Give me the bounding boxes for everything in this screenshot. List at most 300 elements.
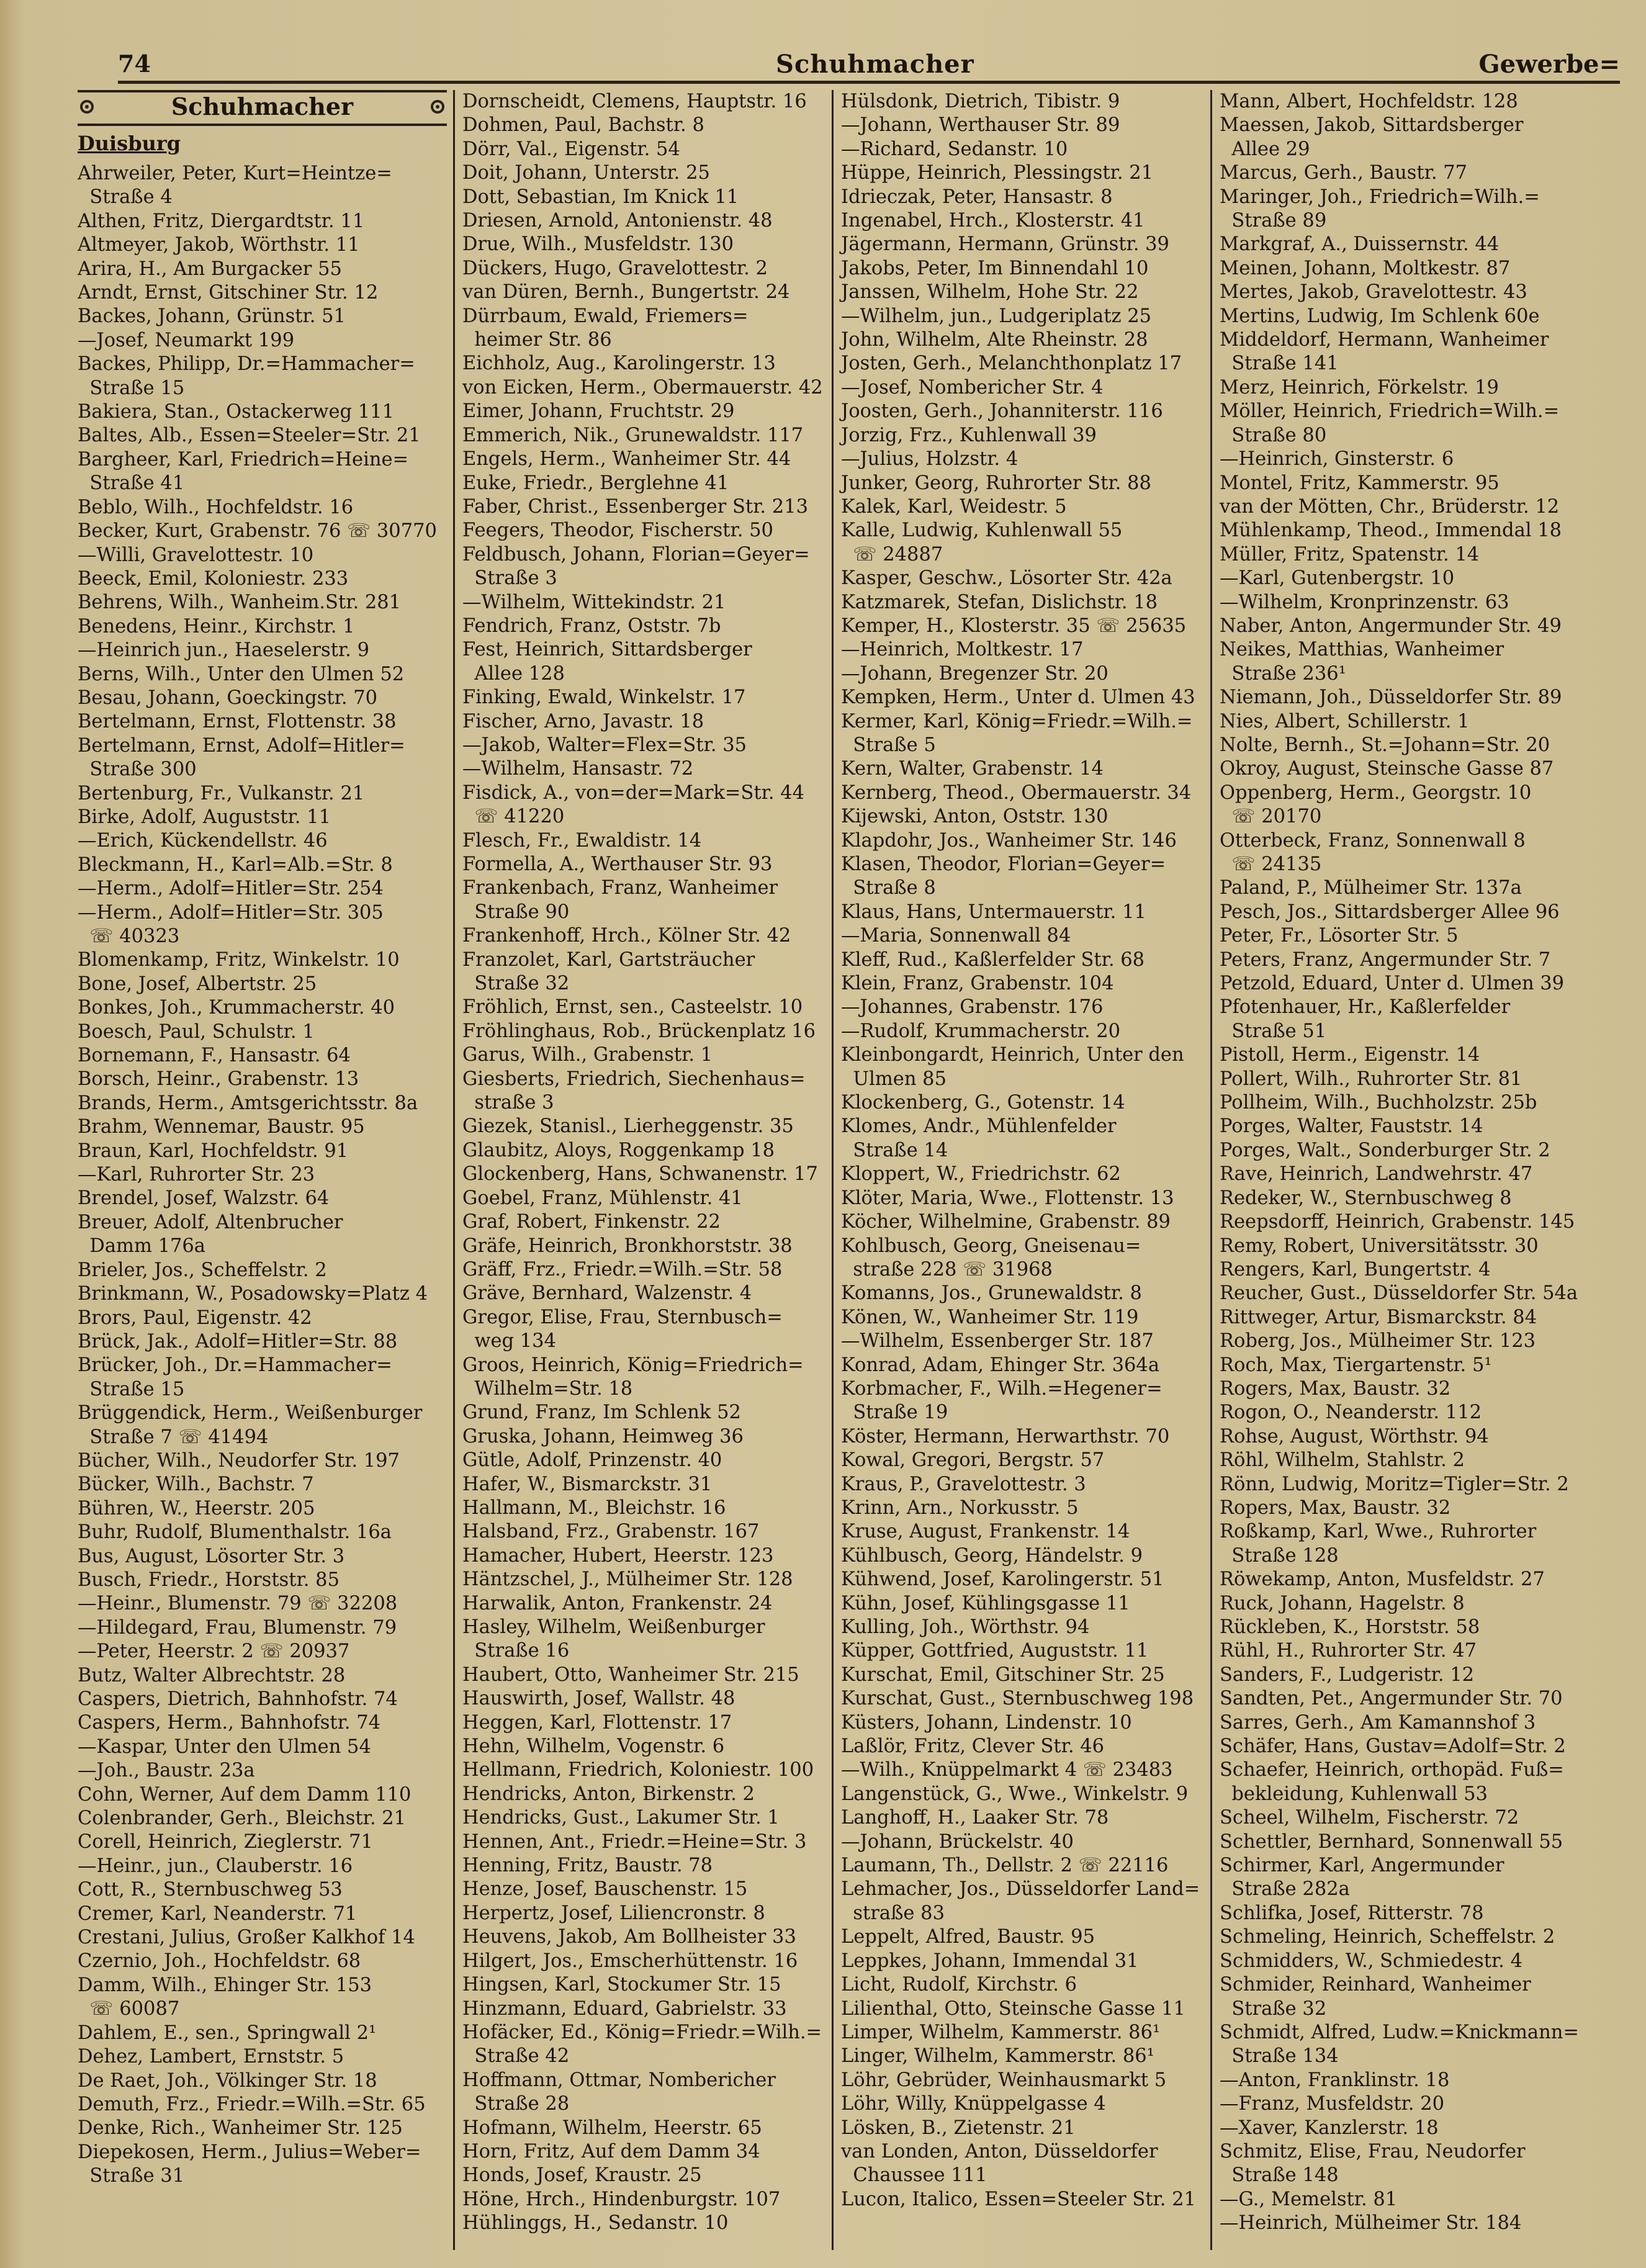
directory-entry: Kohlbusch, Georg, Gneisenau= — [841, 1235, 1141, 1257]
directory-entry: —Maria, Sonnenwall 84 — [841, 925, 1071, 947]
directory-entry: Driesen, Arnold, Antonienstr. 48 — [462, 210, 773, 232]
directory-entry: Caspers, Dietrich, Bahnhofstr. 74 — [78, 1688, 398, 1710]
directory-entry: —Karl, Ruhrorter Str. 23 — [78, 1164, 315, 1186]
directory-entry: Korbmacher, F., Wilh.=Hegener= — [841, 1377, 1163, 1400]
directory-entry: Pfotenhauer, Hr., Kaßlerfelder — [1220, 996, 1511, 1019]
directory-entry: Gruska, Johann, Heimweg 36 — [462, 1425, 744, 1447]
directory-entry: Czernio, Joh., Hochfeldstr. 68 — [78, 1950, 361, 1973]
directory-entry: Grund, Franz, Im Schlenk 52 — [462, 1402, 741, 1424]
directory-entry: Kalle, Ludwig, Kuhlenwall 55 — [841, 520, 1123, 542]
directory-entry: Straße 4 — [78, 186, 173, 209]
directory-entry: —Hildegard, Frau, Blumenstr. 79 — [78, 1616, 397, 1639]
directory-entry: Hülsdonk, Dietrich, Tibistr. 9 — [841, 91, 1120, 112]
directory-entry: Althen, Fritz, Diergardtstr. 11 — [78, 210, 365, 232]
directory-entry: —Johannes, Grabenstr. 176 — [841, 996, 1104, 1019]
directory-entry: Brors, Paul, Eigenstr. 42 — [78, 1307, 312, 1329]
directory-entry: —Johann, Werthauser Str. 89 — [841, 114, 1120, 137]
directory-entry: Cott, R., Sternbuschweg 53 — [78, 1879, 343, 1901]
directory-entry: —Erich, Kückendellstr. 46 — [78, 830, 328, 852]
directory-entry: Hofmann, Wilhelm, Heerstr. 65 — [462, 2117, 762, 2139]
directory-entry: Hennen, Ant., Friedr.=Heine=Str. 3 — [462, 1830, 807, 1853]
directory-entry: Langenstück, G., Wwe., Winkelstr. 9 — [841, 1783, 1189, 1805]
directory-entry: —Herm., Adolf=Hitler=Str. 254 — [78, 878, 384, 900]
directory-entry: Straße 8 — [841, 877, 936, 899]
directory-entry: Schlifka, Josef, Ritterstr. 78 — [1220, 1902, 1484, 1924]
directory-entry: Heuvens, Jakob, Am Bollheister 33 — [462, 1926, 796, 1948]
directory-entry: —Peter, Heerstr. 2 ☏ 20937 — [78, 1640, 350, 1663]
directory-entry: Röhl, Wilhelm, Stahlstr. 2 — [1220, 1449, 1465, 1472]
directory-entry: weg 134 — [462, 1330, 556, 1352]
directory-entry: Lucon, Italico, Essen=Steeler Str. 21 — [841, 2188, 1196, 2210]
directory-entry: Fisdick, A., von=der=Mark=Str. 44 — [462, 781, 805, 804]
directory-entry: Garus, Wilh., Grabenstr. 1 — [462, 1044, 713, 1066]
directory-entry: —Heinrich, Mülheimer Str. 184 — [1220, 2212, 1522, 2234]
directory-entry: Ruck, Johann, Hagelstr. 8 — [1220, 1592, 1465, 1614]
directory-entry: Fest, Heinrich, Sittardsberger — [462, 639, 752, 661]
page-number: 74 — [118, 50, 151, 78]
directory-entry: Küsters, Johann, Lindenstr. 10 — [841, 1711, 1132, 1734]
directory-entry: Straße 51 — [1220, 1020, 1327, 1042]
directory-entry: ☏ 60087 — [78, 1998, 180, 2020]
directory-entry: Straße 90 — [462, 901, 570, 923]
directory-entry: Markgraf, A., Duissernstr. 44 — [1220, 233, 1500, 256]
directory-entry: Dückers, Hugo, Gravelottestr. 2 — [462, 257, 768, 279]
directory-entry: —G., Memelstr. 81 — [1220, 2188, 1398, 2210]
directory-entry: straße 228 ☏ 31968 — [841, 1258, 1053, 1280]
directory-entry: Straße 80 — [1220, 424, 1327, 446]
directory-entry: —Wilhelm, Wittekindstr. 21 — [462, 591, 726, 613]
directory-entry: Müller, Fritz, Spatenstr. 14 — [1220, 543, 1480, 565]
directory-entry: Straße 282a — [1220, 1878, 1350, 1901]
directory-entry: van Düren, Bernh., Bungertstr. 24 — [462, 281, 790, 304]
directory-entry: Straße 236¹ — [1220, 662, 1346, 685]
directory-entry: —Xaver, Kanzlerstr. 18 — [1220, 2117, 1439, 2139]
directory-entry: Straße 148 — [1220, 2164, 1339, 2187]
directory-entry: Haubert, Otto, Wanheimer Str. 215 — [462, 1663, 799, 1686]
directory-entry: Braun, Karl, Hochfeldstr. 91 — [78, 1140, 349, 1162]
directory-entry: bekleidung, Kuhlenwall 53 — [1220, 1783, 1488, 1805]
directory-entry: Denke, Rich., Wanheimer Str. 125 — [78, 2117, 403, 2140]
directory-entry: Borsch, Heinr., Grabenstr. 13 — [78, 1068, 359, 1091]
directory-entry: Flesch, Fr., Ewaldistr. 14 — [462, 829, 702, 852]
directory-entry: Allee 128 — [462, 662, 565, 685]
directory-entry: Straße 128 — [1220, 1544, 1339, 1567]
directory-entry: Doit, Johann, Unterstr. 25 — [462, 162, 710, 184]
directory-entry: Cohn, Werner, Auf dem Damm 110 — [78, 1783, 412, 1806]
directory-entry: Kruse, August, Frankenstr. 14 — [841, 1521, 1130, 1543]
directory-entry: —Josef, Nombericher Str. 4 — [841, 376, 1104, 398]
directory-entry: Glaubitz, Aloys, Roggenkamp 18 — [462, 1139, 775, 1161]
directory-entry: Ropers, Max, Baustr. 32 — [1220, 1496, 1451, 1519]
directory-entry: Straße 141 — [1220, 353, 1339, 375]
directory-entry: Kulling, Joh., Wörthstr. 94 — [841, 1616, 1090, 1638]
column-1 — [78, 90, 447, 2250]
directory-entry: Klapdohr, Jos., Wanheimer Str. 146 — [841, 829, 1177, 852]
directory-entry: Straße 41 — [78, 472, 185, 495]
directory-entry: —Joh., Baustr. 23a — [78, 1760, 255, 1782]
directory-entry: Mühlenkamp, Theod., Immendal 18 — [1220, 520, 1562, 542]
directory-entry: —Heinr., Blumenstr. 79 ☏ 32208 — [78, 1593, 398, 1615]
directory-entry: —Johann, Brückelstr. 40 — [841, 1830, 1074, 1853]
directory-entry: Giezek, Stanisl., Lierheggenstr. 35 — [462, 1115, 794, 1138]
directory-entry: Pistoll, Herm., Eigenstr. 14 — [1220, 1044, 1480, 1066]
directory-entry: Kermer, Karl, König=Friedr.=Wilh.= — [841, 710, 1193, 732]
directory-entry: Idrieczak, Peter, Hansastr. 8 — [841, 186, 1113, 208]
directory-entry: van der Mötten, Chr., Brüderstr. 12 — [1220, 495, 1560, 518]
directory-entry: —Heinr., jun., Clauberstr. 16 — [78, 1855, 353, 1877]
directory-entry: Straße 15 — [78, 1378, 185, 1400]
directory-entry: —Wilhelm, jun., Ludgeriplatz 25 — [841, 305, 1152, 327]
directory-entry: Bone, Josef, Albertstr. 25 — [78, 973, 317, 995]
directory-entry: Corell, Heinrich, Zieglerstr. 71 — [78, 1831, 373, 1853]
directory-entry: Leppkes, Johann, Immendal 31 — [841, 1950, 1139, 1972]
directory-entry: Hendricks, Gust., Lakumer Str. 1 — [462, 1807, 780, 1829]
directory-entry: Jakobs, Peter, Im Binnendahl 10 — [841, 257, 1149, 279]
directory-entry: Porges, Walt., Sonderburger Str. 2 — [1220, 1139, 1550, 1161]
directory-entry: Frankenbach, Franz, Wanheimer — [462, 877, 778, 899]
directory-entry: Marcus, Gerh., Baustr. 77 — [1220, 162, 1468, 184]
directory-entry: Becker, Kurt, Grabenstr. 76 ☏ 30770 — [78, 520, 437, 542]
directory-entry: Gräff, Frz., Friedr.=Wilh.=Str. 58 — [462, 1258, 783, 1280]
directory-entry: Feldbusch, Johann, Florian=Geyer= — [462, 543, 810, 565]
directory-entry: Schaefer, Heinrich, orthopäd. Fuß= — [1220, 1759, 1564, 1781]
directory-entry: Merz, Heinrich, Förkelstr. 19 — [1220, 376, 1499, 398]
directory-entry: —Wilh., Knüppelmarkt 4 ☏ 23483 — [841, 1759, 1173, 1781]
directory-entry: Berns, Wilh., Unter den Ulmen 52 — [78, 663, 405, 685]
directory-entry: Gütle, Adolf, Prinzenstr. 40 — [462, 1449, 722, 1472]
directory-entry: Peters, Franz, Angermunder Str. 7 — [1220, 948, 1551, 971]
directory-entry: Kempken, Herm., Unter d. Ulmen 43 — [841, 686, 1195, 709]
directory-entry: —Anton, Franklinstr. 18 — [1220, 2069, 1450, 2091]
directory-entry: Franzolet, Karl, Gartsträucher — [462, 948, 755, 971]
directory-entry: Hingsen, Karl, Stockumer Str. 15 — [462, 1974, 781, 1996]
directory-entry: Schmitz, Elise, Frau, Neudorfer — [1220, 2140, 1526, 2162]
directory-entry: Nies, Albert, Schillerstr. 1 — [1220, 710, 1470, 732]
directory-entry: Gräfe, Heinrich, Bronkhorststr. 38 — [462, 1235, 793, 1257]
directory-entry: Limper, Wilhelm, Kammerstr. 86¹ — [841, 2021, 1161, 2043]
directory-entry: Rittweger, Artur, Bismarckstr. 84 — [1220, 1306, 1537, 1328]
directory-entry: Straße 16 — [462, 1640, 570, 1662]
directory-entry: Kern, Walter, Grabenstr. 14 — [841, 758, 1104, 780]
directory-entry: ☏ 24887 — [841, 543, 943, 565]
directory-entry: Straße 300 — [78, 758, 197, 781]
directory-entry: Engels, Herm., Wanheimer Str. 44 — [462, 448, 791, 470]
directory-entry: Feegers, Theodor, Fischerstr. 50 — [462, 520, 773, 542]
directory-entry: —Rudolf, Krummacherstr. 20 — [841, 1020, 1121, 1042]
directory-entry: Faber, Christ., Essenberger Str. 213 — [462, 495, 809, 518]
directory-entry: Höne, Hrch., Hindenburgstr. 107 — [462, 2188, 781, 2210]
directory-entry: Peter, Fr., Lösorter Str. 5 — [1220, 925, 1459, 947]
directory-entry: Köster, Hermann, Herwarthstr. 70 — [841, 1425, 1170, 1447]
directory-entry: Linger, Wilhelm, Kammerstr. 86¹ — [841, 2045, 1154, 2068]
directory-entry: Fröhlinghaus, Rob., Brückenplatz 16 — [462, 1020, 816, 1042]
directory-entry: Beeck, Emil, Koloniestr. 233 — [78, 567, 349, 590]
directory-entry: Roberg, Jos., Mülheimer Str. 123 — [1220, 1330, 1536, 1352]
directory-entry: Komanns, Jos., Grunewaldstr. 8 — [841, 1282, 1142, 1305]
directory-entry: Bücher, Wilh., Neudorfer Str. 197 — [78, 1449, 400, 1472]
directory-entry: Hinzmann, Eduard, Gabrielstr. 33 — [462, 1997, 787, 2020]
directory-entry: Brinkmann, W., Posadowsky=Platz 4 — [78, 1283, 428, 1305]
directory-entry: Gregor, Elise, Frau, Sternbusch= — [462, 1306, 783, 1328]
entry-list — [462, 90, 835, 2236]
directory-entry: Bonkes, Joh., Krummacherstr. 40 — [78, 997, 395, 1019]
directory-entry: Herpertz, Josef, Liliencronstr. 8 — [462, 1902, 765, 1924]
directory-entry: Junker, Georg, Ruhrorter Str. 88 — [841, 472, 1151, 494]
directory-entry: Buhr, Rudolf, Blumenthalstr. 16a — [78, 1521, 392, 1544]
directory-entry: Hellmann, Friedrich, Koloniestr. 100 — [462, 1759, 814, 1781]
directory-entry: —Karl, Gutenbergstr. 10 — [1220, 567, 1455, 590]
directory-entry: —Richard, Sedanstr. 10 — [841, 138, 1068, 160]
directory-entry: Otterbeck, Franz, Sonnenwall 8 — [1220, 829, 1526, 852]
directory-entry: —Kaspar, Unter den Ulmen 54 — [78, 1735, 371, 1758]
directory-entry: Kowal, Gregori, Bergstr. 57 — [841, 1449, 1105, 1472]
directory-entry: Chaussee 111 — [841, 2164, 987, 2187]
directory-entry: Henze, Josef, Bauschenstr. 15 — [462, 1878, 748, 1901]
directory-entry: Straße 32 — [462, 973, 570, 995]
directory-entry: —Johann, Bregenzer Str. 20 — [841, 662, 1109, 685]
directory-entry: Lilienthal, Otto, Steinsche Gasse 11 — [841, 1997, 1185, 2020]
directory-entry: Klockenberg, G., Gotenstr. 14 — [841, 1092, 1125, 1114]
directory-entry: Porges, Walter, Fauststr. 14 — [1220, 1115, 1483, 1138]
directory-entry: —Jakob, Walter=Flex=Str. 35 — [462, 734, 747, 756]
directory-entry: Bornemann, F., Hansastr. 64 — [78, 1045, 351, 1067]
directory-entry: Joosten, Gerh., Johanniterstr. 116 — [841, 400, 1163, 423]
directory-entry: Brüggendick, Herm., Weißenburger — [78, 1402, 423, 1424]
directory-entry: Backes, Johann, Grünstr. 51 — [78, 305, 346, 328]
directory-entry: Krinn, Arn., Norkusstr. 5 — [841, 1496, 1079, 1519]
directory-entry: Fischer, Arno, Javastr. 18 — [462, 710, 704, 732]
directory-entry: ☏ 24135 — [1220, 853, 1322, 875]
directory-entry: Neikes, Matthias, Wanheimer — [1220, 639, 1504, 661]
directory-entry: De Raet, Joh., Völkinger Str. 18 — [78, 2069, 377, 2092]
directory-entry: Eichholz, Aug., Karolingerstr. 13 — [462, 353, 776, 375]
directory-entry: Kasper, Geschw., Lösorter Str. 42a — [841, 567, 1172, 590]
directory-entry: Crestani, Julius, Großer Kalkhof 14 — [78, 1927, 415, 1949]
directory-entry: Henning, Fritz, Baustr. 78 — [462, 1855, 713, 1877]
directory-entry: Bühren, W., Heerstr. 205 — [78, 1497, 315, 1519]
directory-entry: Reepsdorff, Heinrich, Grabenstr. 145 — [1220, 1211, 1575, 1233]
section-title: Schuhmacher — [171, 92, 354, 120]
directory-entry: Damm 176a — [78, 1235, 205, 1258]
directory-entry: Benedens, Heinr., Kirchstr. 1 — [78, 615, 355, 637]
directory-entry: —Herm., Adolf=Hitler=Str. 305 — [78, 901, 384, 924]
directory-entry: Fröhlich, Ernst, sen., Casteelstr. 10 — [462, 996, 803, 1019]
directory-entry: Roch, Max, Tiergartenstr. 5¹ — [1220, 1354, 1492, 1376]
entry-list — [841, 90, 1213, 2212]
directory-entry: Klöter, Maria, Wwe., Flottenstr. 13 — [841, 1187, 1174, 1209]
directory-entry: Hüppe, Heinrich, Plessingstr. 21 — [841, 162, 1154, 184]
directory-entry: Jägermann, Hermann, Grünstr. 39 — [841, 233, 1169, 256]
directory-entry: Bertelmann, Ernst, Flottenstr. 38 — [78, 711, 397, 733]
directory-entry: Ahrweiler, Peter, Kurt=Heintze= — [78, 163, 392, 184]
directory-entry: Häntzschel, J., Mülheimer Str. 128 — [462, 1568, 793, 1591]
directory-entry: Butz, Walter Albrechtstr. 28 — [78, 1664, 346, 1686]
page-header — [118, 50, 1620, 84]
directory-entry: Hehn, Wilhelm, Vogenstr. 6 — [462, 1735, 725, 1758]
directory-entry: Colenbrander, Gerh., Bleichstr. 21 — [78, 1807, 407, 1830]
directory-entry: Birke, Adolf, Auguststr. 11 — [78, 806, 331, 828]
directory-entry: —Wilhelm, Kronprinzenstr. 63 — [1220, 591, 1509, 613]
city-heading: Duisburg — [78, 132, 181, 155]
directory-entry: —Heinrich, Ginsterstr. 6 — [1220, 448, 1454, 470]
directory-entry: Kleff, Rud., Kaßlerfelder Str. 68 — [841, 948, 1145, 971]
directory-entry: ☏ 40323 — [78, 925, 180, 947]
directory-entry: Rave, Heinrich, Landwehrstr. 47 — [1220, 1163, 1533, 1186]
directory-entry: Hamacher, Hubert, Heerstr. 123 — [462, 1544, 774, 1567]
running-section: Gewerbe= — [1478, 50, 1620, 79]
directory-entry: Maringer, Joh., Friedrich=Wilh.= — [1220, 186, 1540, 208]
directory-entry: Köcher, Wilhelmine, Grabenstr. 89 — [841, 1211, 1171, 1233]
column-3 — [832, 90, 1213, 2250]
directory-entry: Brücker, Joh., Dr.=Hammacher= — [78, 1354, 392, 1377]
directory-entry: Hauswirth, Josef, Wallstr. 48 — [462, 1688, 735, 1710]
directory-entry: Wilhelm=Str. 18 — [462, 1377, 633, 1400]
directory-entry: Frankenhoff, Hrch., Kölner Str. 42 — [462, 925, 791, 947]
directory-entry: Brands, Herm., Amtsgerichtsstr. 8a — [78, 1092, 418, 1114]
directory-entry: Behrens, Wilh., Wanheim.Str. 281 — [78, 592, 402, 614]
directory-entry: Rohse, August, Wörthstr. 94 — [1220, 1425, 1489, 1447]
directory-entry: Besau, Johann, Goeckingstr. 70 — [78, 686, 378, 709]
directory-entry: Pesch, Jos., Sittardsberger Allee 96 — [1220, 901, 1560, 923]
directory-entry: Straße 7 ☏ 41494 — [78, 1426, 269, 1448]
directory-entry: Hofäcker, Ed., König=Friedr.=Wilh.= — [462, 2021, 822, 2043]
directory-entry: Caspers, Herm., Bahnhofstr. 74 — [78, 1712, 381, 1734]
directory-entry: Röwekamp, Anton, Musfeldstr. 27 — [1220, 1568, 1545, 1591]
directory-entry: Niemann, Joh., Düsseldorfer Str. 89 — [1220, 686, 1562, 709]
directory-entry: Montel, Fritz, Kammerstr. 95 — [1220, 472, 1500, 494]
directory-entry: straße 83 — [841, 1902, 945, 1924]
directory-entry: Straße 28 — [462, 2093, 570, 2115]
directory-entry: Straße 19 — [841, 1402, 948, 1424]
directory-entry: Oppenberg, Herm., Georgstr. 10 — [1220, 781, 1532, 804]
directory-entry: Groos, Heinrich, König=Friedrich= — [462, 1354, 804, 1376]
directory-entry: —Wilhelm, Hansastr. 72 — [462, 758, 694, 780]
directory-entry: Pollheim, Wilh., Buchholzstr. 25b — [1220, 1092, 1537, 1114]
directory-entry: Straße 15 — [78, 377, 185, 399]
directory-entry: Löhr, Gebrüder, Weinhausmarkt 5 — [841, 2069, 1167, 2091]
directory-entry: Arndt, Ernst, Gitschiner Str. 12 — [78, 282, 379, 304]
directory-entry: Ulmen 85 — [841, 1068, 947, 1090]
directory-entry: Dohmen, Paul, Bachstr. 8 — [462, 114, 704, 137]
directory-entry: Dörr, Val., Eigenstr. 54 — [462, 138, 680, 160]
directory-entry: Glockenberg, Hans, Schwanenstr. 17 — [462, 1163, 818, 1186]
directory-entry: Honds, Josef, Kraustr. 25 — [462, 2164, 702, 2187]
directory-entry: Möller, Heinrich, Friedrich=Wilh.= — [1220, 400, 1560, 423]
directory-entry: Bertenburg, Fr., Vulkanstr. 21 — [78, 782, 365, 804]
directory-entry: —Heinrich jun., Haeselerstr. 9 — [78, 639, 369, 662]
directory-entry: Drue, Wilh., Musfeldstr. 130 — [462, 233, 734, 256]
directory-entry: Hühlinggs, H., Sedanstr. 10 — [462, 2212, 729, 2234]
directory-entry: Rogers, Max, Baustr. 32 — [1220, 1377, 1451, 1400]
directory-entry: Hasley, Wilhelm, Weißenburger — [462, 1616, 765, 1638]
directory-entry: Pollert, Wilh., Ruhrorter Str. 81 — [1220, 1068, 1522, 1090]
directory-entry: Schmeling, Heinrich, Scheffelstr. 2 — [1220, 1926, 1555, 1948]
directory-entry: Straße 134 — [1220, 2045, 1339, 2068]
directory-entry: Petzold, Eduard, Unter d. Ulmen 39 — [1220, 973, 1565, 995]
directory-entry: Cremer, Karl, Neanderstr. 71 — [78, 1902, 358, 1925]
directory-entry: Diepekosen, Herm., Julius=Weber= — [78, 2141, 421, 2163]
directory-entry: Josten, Gerh., Melanchthonplatz 17 — [841, 353, 1182, 375]
directory-entry: Meinen, Johann, Moltkestr. 87 — [1220, 257, 1511, 279]
directory-entry: Jorzig, Frz., Kuhlenwall 39 — [841, 424, 1097, 446]
directory-entry: Straße 32 — [1220, 1997, 1327, 2020]
directory-entry: Klaus, Hans, Untermauerstr. 11 — [841, 901, 1146, 923]
directory-entry: Rückleben, K., Horststr. 58 — [1220, 1616, 1480, 1638]
directory-entry: Kühwend, Josef, Karolingerstr. 51 — [841, 1568, 1164, 1591]
directory-entry: Bleckmann, H., Karl=Alb.=Str. 8 — [78, 853, 393, 876]
entry-list — [78, 162, 447, 2189]
directory-entry: Leppelt, Alfred, Baustr. 95 — [841, 1926, 1095, 1948]
directory-entry: Blomenkamp, Fritz, Winkelstr. 10 — [78, 949, 400, 971]
directory-entry: Kernberg, Theod., Obermauerstr. 34 — [841, 781, 1192, 804]
directory-entry: Brück, Jak., Adolf=Hitler=Str. 88 — [78, 1330, 398, 1352]
directory-entry: Kühlbusch, Georg, Händelstr. 9 — [841, 1544, 1143, 1567]
directory-entry: Kijewski, Anton, Oststr. 130 — [841, 806, 1109, 828]
directory-entry: Ingenabel, Hrch., Klosterstr. 41 — [841, 210, 1145, 232]
directory-entry: Mann, Albert, Hochfeldstr. 128 — [1220, 91, 1518, 112]
directory-entry: Remy, Robert, Universitätsstr. 30 — [1220, 1235, 1539, 1257]
directory-entry: Dürrbaum, Ewald, Friemers= — [462, 305, 749, 327]
directory-entry: —Wilhelm, Essenberger Str. 187 — [841, 1330, 1154, 1352]
directory-entry: Hafer, W., Bismarckstr. 31 — [462, 1473, 713, 1495]
directory-entry: Klomes, Andr., Mühlenfelder — [841, 1115, 1117, 1138]
directory-entry: Naber, Anton, Angermunder Str. 49 — [1220, 614, 1562, 637]
directory-entry: Langhoff, H., Laaker Str. 78 — [841, 1807, 1109, 1829]
directory-entry: Laßlör, Fritz, Clever Str. 46 — [841, 1735, 1105, 1758]
directory-entry: Goebel, Franz, Mühlenstr. 41 — [462, 1187, 743, 1209]
directory-entry: Maessen, Jakob, Sittardsberger — [1220, 114, 1524, 137]
entry-list — [1220, 90, 1617, 2236]
directory-entry: Dornscheidt, Clemens, Hauptstr. 16 — [462, 91, 807, 112]
directory-entry: Giesberts, Friedrich, Siechenhaus= — [462, 1068, 806, 1090]
directory-entry: Redeker, W., Sternbuschweg 8 — [1220, 1187, 1512, 1209]
directory-entry: Brahm, Wennemar, Baustr. 95 — [78, 1116, 365, 1138]
directory-entry: —Heinrich, Moltkestr. 17 — [841, 639, 1084, 661]
directory-entry: Bargheer, Karl, Friedrich=Heine= — [78, 448, 409, 470]
directory-entry: von Eicken, Herm., Obermauerstr. 42 — [462, 376, 823, 398]
directory-entry: Schmidt, Alfred, Ludw.=Knickmann= — [1220, 2021, 1579, 2043]
directory-entry: Kurschat, Gust., Sternbuschweg 198 — [841, 1688, 1194, 1710]
directory-entry: heimer Str. 86 — [462, 329, 612, 351]
directory-entry: Mertes, Jakob, Gravelottestr. 43 — [1220, 281, 1527, 304]
directory-entry: Kühn, Josef, Kühlingsgasse 11 — [841, 1592, 1130, 1614]
directory-entry: Hoffmann, Ottmar, Nombericher — [462, 2069, 776, 2091]
directory-entry: Middeldorf, Hermann, Wanheimer — [1220, 329, 1549, 351]
directory-entry: Boesch, Paul, Schulstr. 1 — [78, 1020, 315, 1043]
directory-entry: Dott, Sebastian, Im Knick 11 — [462, 186, 739, 208]
directory-entry: Kleinbongardt, Heinrich, Unter den — [841, 1044, 1184, 1066]
directory-entry: Schirmer, Karl, Angermunder — [1220, 1855, 1504, 1877]
directory-entry: Bücker, Wilh., Bachstr. 7 — [78, 1474, 314, 1496]
directory-entry: Straße 31 — [78, 2165, 185, 2187]
directory-entry: Altmeyer, Jakob, Wörthstr. 11 — [78, 234, 360, 256]
directory-entry: Straße 42 — [462, 2045, 570, 2068]
directory-entry: Graf, Robert, Finkenstr. 22 — [462, 1211, 721, 1233]
directory-entry: Straße 5 — [841, 734, 936, 756]
directory-entry: ☏ 20170 — [1220, 806, 1322, 828]
directory-entry: Küpper, Gottfried, Auguststr. 11 — [841, 1640, 1149, 1662]
directory-entry: Sandten, Pet., Angermunder Str. 70 — [1220, 1688, 1563, 1710]
directory-entry: —Julius, Holzstr. 4 — [841, 448, 1019, 470]
directory-entry: Rönn, Ludwig, Moritz=Tigler=Str. 2 — [1220, 1473, 1569, 1495]
directory-entry: Nolte, Bernh., St.=Johann=Str. 20 — [1220, 734, 1550, 756]
directory-entry: Breuer, Adolf, Altenbrucher — [78, 1211, 343, 1233]
directory-entry: Busch, Friedr., Horststr. 85 — [78, 1568, 340, 1591]
directory-entry: Straße 14 — [841, 1139, 948, 1161]
directory-entry: Roßkamp, Karl, Wwe., Ruhrorter — [1220, 1521, 1537, 1543]
directory-entry: Rengers, Karl, Bungertstr. 4 — [1220, 1258, 1491, 1280]
directory-entry: Dahlem, E., sen., Springwall 2¹ — [78, 2022, 377, 2044]
